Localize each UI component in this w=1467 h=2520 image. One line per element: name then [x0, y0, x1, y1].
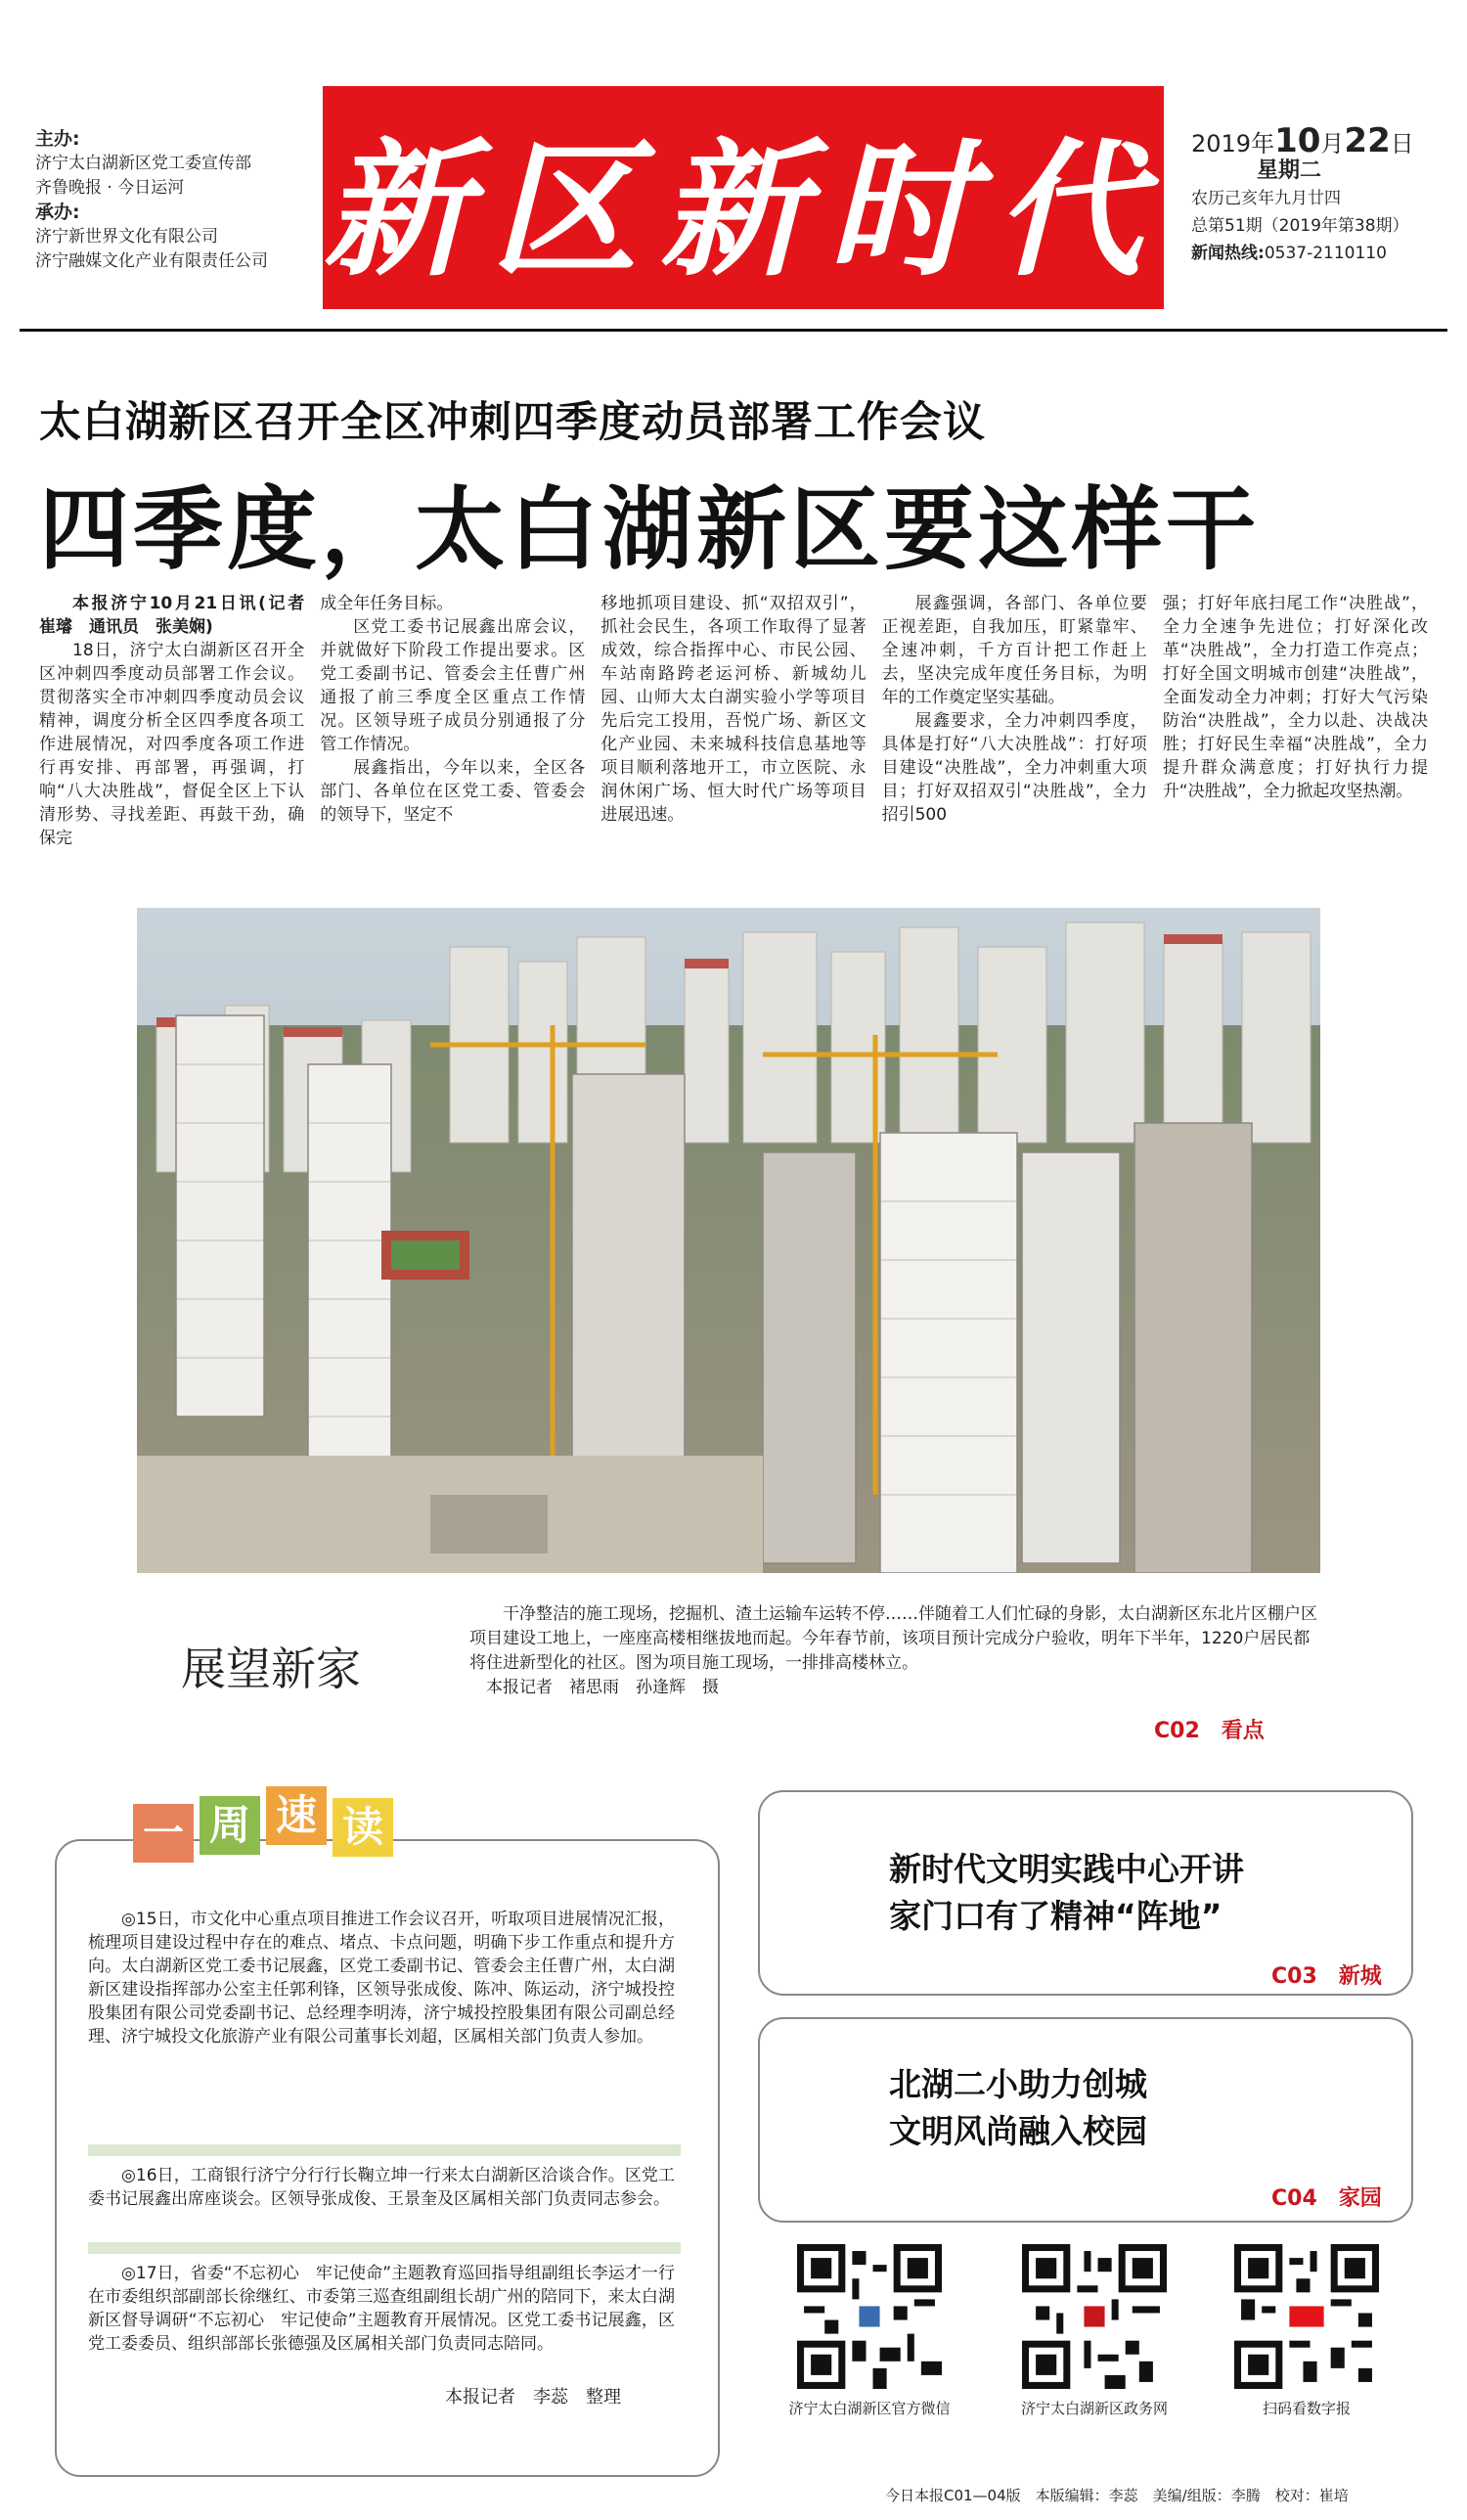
sponsor-line: 济宁太白湖新区党工委宣传部: [35, 154, 251, 173]
page-footer: 今日本报C01—04版 本版编辑：李蕊 美编/组版：李腾 校对：崔培: [885, 2487, 1349, 2504]
teaser-line: 北湖二小助力创城: [889, 2065, 1147, 2103]
sponsor-label: 主办:: [35, 128, 80, 150]
article-column: [1163, 592, 1428, 876]
article-column: [39, 592, 322, 876]
sponsor-line: 齐鲁晚报 · 今日运河: [35, 178, 185, 198]
weekday: 星期二: [1256, 158, 1321, 183]
article-paragraph: 18日，济宁太白湖新区召开全区冲刺四季度动员部署工作会议。贯彻落实全市冲刺四季度动员会议精神，调度分析全区四季度各项工作进展情况，对四季度各项工作进行再安排、再部署，再强调，打响“八大决胜战”，督促全区上下认清形势、寻找差距、再鼓干劲，确保完: [39, 641, 305, 848]
quick-read-item: ◎17日，省委“不忘初心 牢记使命”主题教育巡回指导组副组长李运才一行在市委组织部副部长徐继红、市委第三巡查组副组长胡广州的陪同下，来太白湖新区督导调研“不忘初心 牢记使命”主题教育开展情况。区党工委书记展鑫，区党工委委员、组织部部长张德强及区属相关部门负责同志陪同。: [88, 2264, 675, 2354]
lead-subhead: 太白湖新区召开全区冲刺四季度动员部署工作会议: [39, 398, 986, 447]
article-paragraph: 强；打好年底扫尾工作“决胜战”，全力全速争先进位；打好深化改革“决胜战”，全力打造工作亮点；打好全国文明城市创建“决胜战”，全面发动全力冲刺；打好大气污染防治“决胜战”，全力以赴、决战决胜；打好民生幸福“决胜战”，全力提升群众满意度；打好执行力提升“决胜战”，全力掀起攻坚热潮。: [1162, 594, 1429, 801]
paper-name: 新区新时代: [323, 124, 1165, 296]
photo-credit: 本报记者 褚思雨 孙逢辉 摄: [486, 1678, 719, 1697]
lead-headline: 四季度，太白湖新区要这样干: [39, 477, 1261, 582]
qr-label: 济宁太白湖新区官方微信: [788, 2400, 951, 2417]
masthead-divider: [20, 329, 1447, 332]
photo-illustration: [137, 908, 1320, 1573]
qr-label: 扫码看数字报: [1262, 2400, 1351, 2417]
qr-code-icon[interactable]: [1234, 2244, 1379, 2389]
quick-read-item: ◎15日，市文化中心重点项目推进工作会议召开，听取项目进展情况汇报，梳理项目建设过程中存在的难点、堵点、卡点问题，明确下步工作重点和提升方向。太白湖新区党工委书记展鑫，区党工委副书记、管委会主任曹广州，太白湖新区建设指挥部办公室主任郭利锋，区领导张成俊、陈冲、陈运动，济宁城投控股集团有限公司党委副书记、总经理李明涛，济宁城投控股集团有限公司副总经理、济宁城投文化旅游产业有限公司董事长刘超，区属相关部门负责人参加。: [88, 1910, 675, 2047]
masthead-date-block: [1191, 121, 1447, 267]
issue-number: 总第51期（2019年第38期）: [1191, 216, 1409, 236]
teaser-line: 新时代文明实践中心开讲: [889, 1850, 1244, 1888]
qr-code-icon[interactable]: [1022, 2244, 1167, 2389]
caption-text: 干净整洁的施工现场，挖掘机、渣土运输车运转不停……伴随着工人们忙碌的身影，太白湖新区东北片区棚户区项目建设工地上，一座座高楼相继拔地而起。今年春节前，该项目预计完成分户验收，明年下半年，1220户居民都将住进新型化的社区。图为项目施工现场，一排排高楼林立。: [469, 1604, 1317, 1673]
paper-logo: [323, 86, 1164, 309]
article-column: [320, 592, 585, 876]
tag-char: 一: [133, 1804, 194, 1863]
article-paragraph: 区党工委书记展鑫出席会议，并就做好下阶段工作提出要求。区党工委副书记、管委会主任曹广州通报了前三季度全区重点工作情况。区领导班子成员分别通报了分管工作情况。: [320, 617, 586, 754]
byline: 本报济宁10月21日讯(记者 崔璿 通讯员 张美娴): [39, 594, 322, 637]
tag-char: 读: [333, 1798, 393, 1857]
hotline: 新闻热线:0537-2110110: [1191, 244, 1387, 263]
quick-read-divider: [88, 2144, 681, 2156]
page-ref-c02[interactable]: C02 看点: [1154, 1719, 1265, 1743]
page-ref-c03[interactable]: C03 新城: [1271, 1964, 1382, 1989]
organizer-line: 济宁融媒文化产业有限责任公司: [35, 251, 268, 271]
article-paragraph: 展鑫要求，全力冲刺四季度，具体是打好“八大决胜战”：打好项目建设“决胜战”，全力冲刺重大项目；打好双招双引“决胜战”，全力招引500: [881, 711, 1147, 825]
organizer-label: 承办:: [35, 202, 80, 223]
teaser-line: 文明风尚融入校园: [889, 2112, 1147, 2150]
issue-date: 2019年10月22日: [1191, 121, 1414, 160]
organizer-line: 济宁新世界文化有限公司: [35, 227, 218, 247]
page-ref-c04[interactable]: C04 家园: [1271, 2186, 1382, 2211]
quick-read-tag: [133, 1791, 393, 1859]
teaser-line: 家门口有了精神“阵地”: [889, 1897, 1222, 1935]
quick-read-credit: 本报记者 李蕊 整理: [445, 2387, 621, 2408]
article-paragraph: 展鑫指出，今年以来，全区各部门、各单位在区党工委、管委会的领导下，坚定不: [320, 758, 586, 825]
lead-article: [39, 592, 1428, 876]
masthead-sponsors: [35, 127, 329, 274]
article-column: [600, 592, 866, 876]
qr-label: 济宁太白湖新区政务网: [1020, 2400, 1168, 2417]
quick-read-divider: [88, 2242, 681, 2254]
tag-char: 周: [200, 1796, 260, 1855]
photo-caption: [469, 1602, 1320, 1700]
article-paragraph: 成全年任务目标。: [320, 594, 454, 613]
qr-code-icon[interactable]: [797, 2244, 942, 2389]
article-column: [882, 592, 1147, 876]
quick-read-item: ◎16日，工商银行济宁分行行长鞠立坤一行来太白湖新区洽谈合作。区党工委书记展鑫出席座谈会。区领导张成俊、王景奎及区属相关部门负责同志参会。: [88, 2166, 675, 2209]
tag-char: 速: [266, 1786, 327, 1845]
lunar-date: 农历己亥年九月廿四: [1191, 189, 1341, 208]
photo-caption-title: 展望新家: [181, 1642, 361, 1695]
article-paragraph: 移地抓项目建设、抓“双招双引”，抓社会民生，各项工作取得了显著成效，综合指挥中心、市民公园、车站南路跨老运河桥、新城幼儿园、山师大太白湖实验小学等项目先后完工投用，吾悦广场、新区文化产业园、未来城科技信息基地等项目顺利落地开工，市立医院、永润休闲广场、恒大时代广场等项目进展迅速。: [600, 594, 867, 825]
construction-site-photo: [137, 908, 1320, 1573]
article-paragraph: 展鑫强调，各部门、各单位要正视差距，自我加压，盯紧靠牢、全速冲刺，千方百计把工作赶上去，坚决完成年度任务目标，为明年的工作奠定坚实基础。: [881, 594, 1147, 707]
